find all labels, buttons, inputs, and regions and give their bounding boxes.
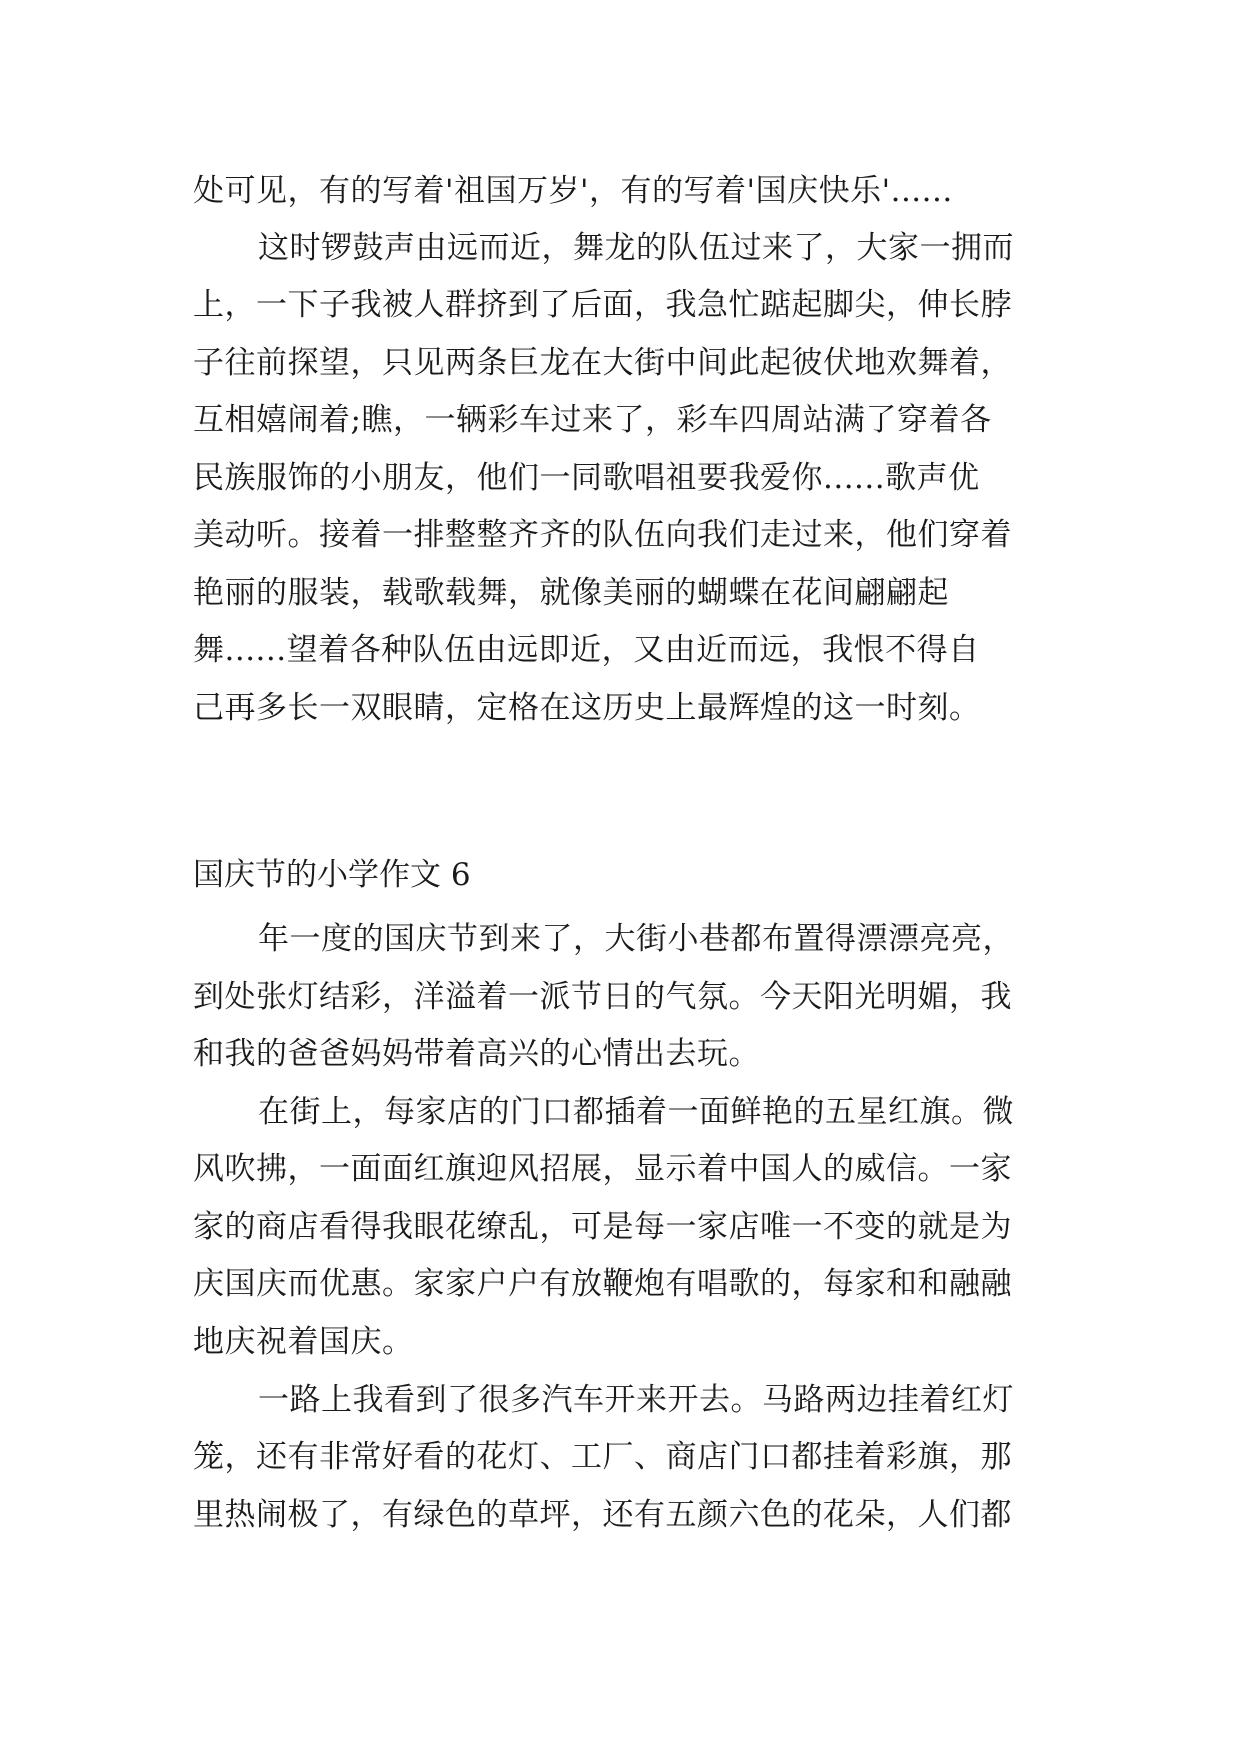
paragraph-line: 舞......望着各种队伍由远即近，又由近而远，我恨不得自 [193,632,980,668]
paragraph-line: 地庆祝着国庆。 [193,1324,414,1360]
paragraph-line: 己再多长一双眼睛，定格在这历史上最辉煌的这一时刻。 [193,690,981,726]
paragraph-line: 民族服饰的小朋友，他们一同歌唱祖要我爱你......歌声优 [193,460,980,496]
paragraph-line: 这时锣鼓声由远而近，舞龙的队伍过来了，大家一拥而 [258,230,1014,266]
paragraph-line: 年一度的国庆节到来了，大街小巷都布置得漂漂亮亮， [258,921,1014,957]
paragraph-line: 艳丽的服装，载歌载舞，就像美丽的蝴蝶在花间翩翩起 [193,575,949,611]
paragraph-line: 互相嬉闹着;瞧，一辆彩车过来了，彩车四周站满了穿着各 [193,402,992,438]
paragraph-line: 里热闹极了，有绿色的草坪，还有五颜六色的花朵，人们都 [193,1497,1012,1533]
paragraph-line: 上，一下子我被人群挤到了后面，我急忙踮起脚尖，伸长脖 [193,287,1012,323]
paragraph-line: 家的商店看得我眼花缭乱，可是每一家店唯一不变的就是为 [193,1209,1012,1245]
section-title: 国庆节的小学作文 6 [193,857,471,893]
paragraph-line: 美动听。接着一排整整齐齐的队伍向我们走过来，他们穿着 [193,517,1012,553]
paragraph-line: 在街上，每家店的门口都插着一面鲜艳的五星红旗。微 [258,1094,1014,1130]
paragraph-line: 风吹拂，一面面红旗迎风招展，显示着中国人的威信。一家 [193,1151,1012,1187]
paragraph-line: 庆国庆而优惠。家家户户有放鞭炮有唱歌的，每家和和融融 [193,1266,1012,1302]
paragraph-line: 处可见，有的写着'祖国万岁'，有的写着'国庆快乐'...... [193,173,953,209]
paragraph-line: 和我的爸爸妈妈带着高兴的心情出去玩。 [193,1036,760,1072]
paragraph-line: 到处张灯结彩，洋溢着一派节日的气氛。今天阳光明媚，我 [193,979,1012,1015]
paragraph-line: 一路上我看到了很多汽车开来开去。马路两边挂着红灯 [258,1382,1014,1418]
paragraph-line: 笼，还有非常好看的花灯、工厂、商店门口都挂着彩旗，那 [193,1439,1012,1475]
paragraph-line: 子往前探望，只见两条巨龙在大街中间此起彼伏地欢舞着， [193,345,1012,381]
